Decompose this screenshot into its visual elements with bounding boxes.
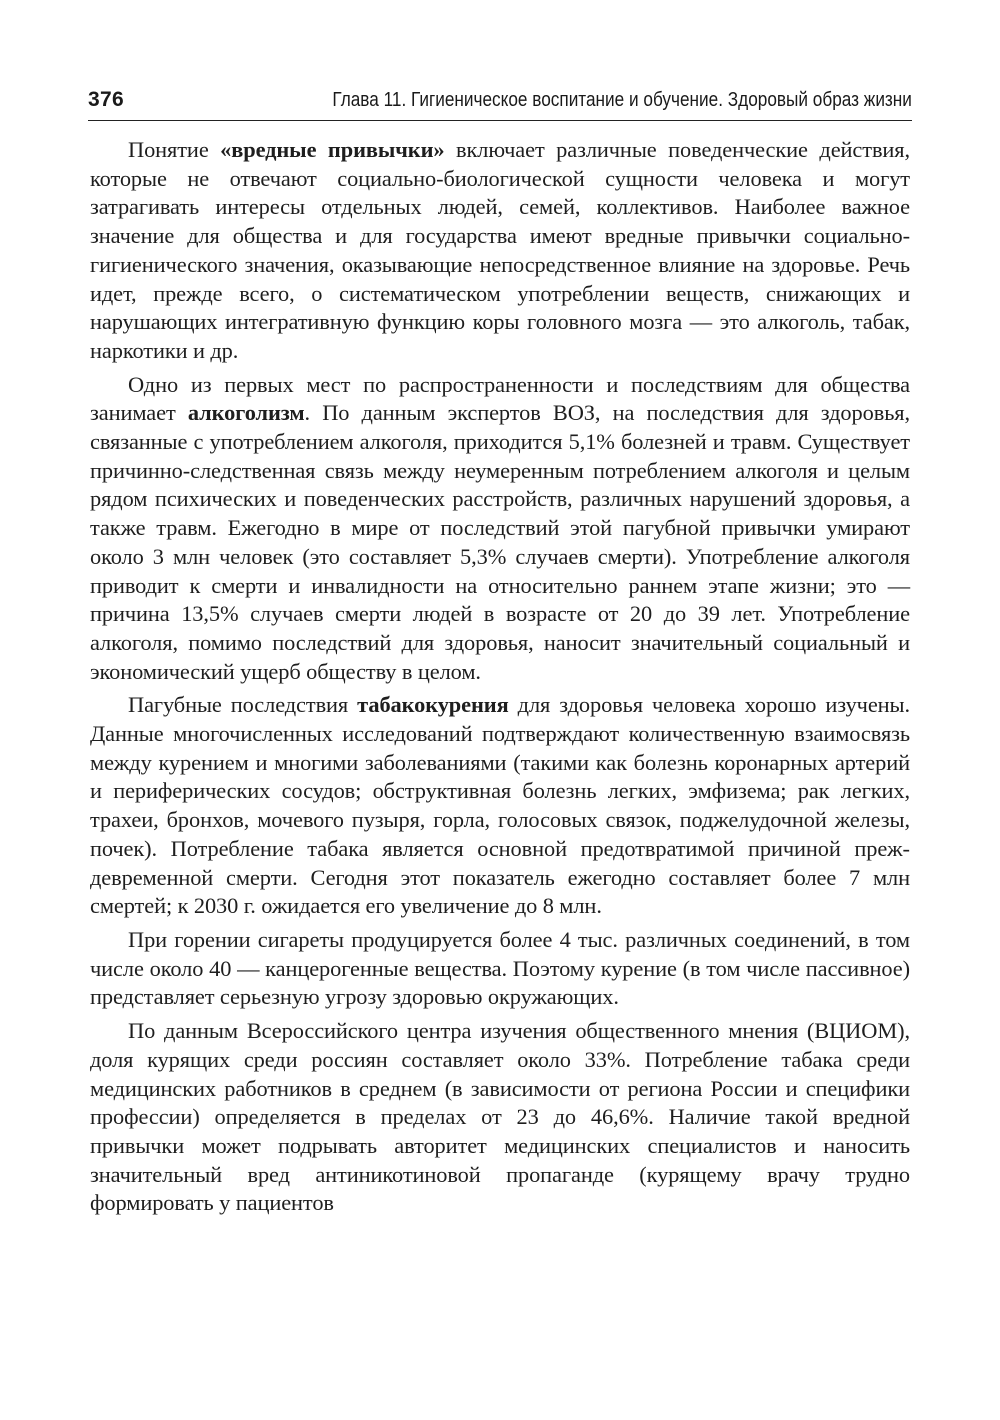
paragraph-alcoholism bbox=[90, 371, 910, 687]
paragraph-vciom-statistics bbox=[90, 1017, 910, 1218]
paragraph-text: для здоровья человека хорошо изучены. Данные многочисленных исследований подтверждают количественную взаимосвязь между курением и многими заболеваниями (такими как болезнь коронарных артерий и периферических сосудов; обструктивная болезнь легких, эмфизема; рак легких, трахеи, бронхов, мочевого пузыря, горла, голосовых связок, поджелудочной железы, почек). Потребление табака является основной предотвратимой причиной преждевременной смерти. Сегодня этот показатель ежегодно составляет более 7 млн смертей; к 2030 г. ожидается его увеличение до 8 млн. bbox=[90, 692, 910, 919]
bold-term: алкоголизм bbox=[187, 400, 305, 426]
paragraph-text: . По данным экспертов ВОЗ, на последствия для здоровья, связанные с употреблением алкоголя, приходится 5,1% болезней и травм. Существует причинно-следственная связь между неумеренным потреблением алкоголя и целым рядом психических и поведенческих расстройств, различных нарушений здоровья, а также травм. Ежегодно в мире от последствий этой пагубной привычки умирают около 3 млн человек (это составляет 5,3% случаев смерти). Употребление алкоголя приводит к смерти и инвалидности на относительно раннем этапе жизни; это — причина 13,5% случаев смерти людей в возрасте от 20 до 39 лет. Употребление алкоголя, помимо последствий для здоровья, наносит значительный социальный и экономический ущерб обществу в целом. bbox=[90, 400, 911, 684]
paragraph-harmful-habits bbox=[90, 136, 910, 366]
bold-term: табакокурения bbox=[357, 692, 509, 718]
paragraph-text: При горении сигареты продуцируется более 4 тыс. различных соединений, в том числе около 40 — канцерогенные вещества. Поэтому курение (в том числе пассивное) представляет серьезную угрозу здоровью окружающих. bbox=[90, 926, 910, 1010]
body-text bbox=[90, 136, 910, 1218]
bold-term: «вредные привычки» bbox=[220, 137, 445, 162]
paragraph-smoking bbox=[90, 691, 910, 921]
running-head bbox=[88, 86, 912, 121]
paragraph-text: включает различные поведенческие действия, которые не отвечают социально-биологической сущности человека и могут затрагивать интересы отдельных людей, семей, коллективов. Наиболее важное значение для общества и для государства имеют вредные привычки социально-гигиенического значения, оказывающие непосредственное влияние на здоровье. Речь идет, прежде всего, о систематическом употреблении веществ, снижающих и нарушающих интегративную функцию коры головного мозга — это алкоголь, табак, наркотики и др. bbox=[90, 137, 910, 363]
paragraph-text: Одно из первых мест по распространенности и последствиям для общества занимает bbox=[90, 371, 910, 426]
page-number: 376 bbox=[88, 88, 124, 111]
paragraph-text: По данным Всероссийского центра изучения общественного мнения (ВЦИОМ), доля курящих среди россиян составляет около 33%. Потребление табака среди медицинских работников в среднем (в зависимости от региона России и специфики профессии) определяется в пределах от 23 до 46,6%. Наличие такой вредной привычки может подрывать авторитет медицинских специалистов и наносить значительный вред антиникотиновой пропаганде (курящему врачу трудно формировать у пациентов bbox=[90, 1018, 910, 1216]
paragraph-text: Понятие bbox=[128, 137, 221, 162]
chapter-title: Глава 11. Гигиеническое воспитание и обучение. Здоровый образ жизни bbox=[332, 89, 912, 111]
paragraph-text: Пагубные последствия bbox=[128, 692, 358, 718]
paragraph-cigarette-compounds bbox=[90, 926, 910, 1012]
